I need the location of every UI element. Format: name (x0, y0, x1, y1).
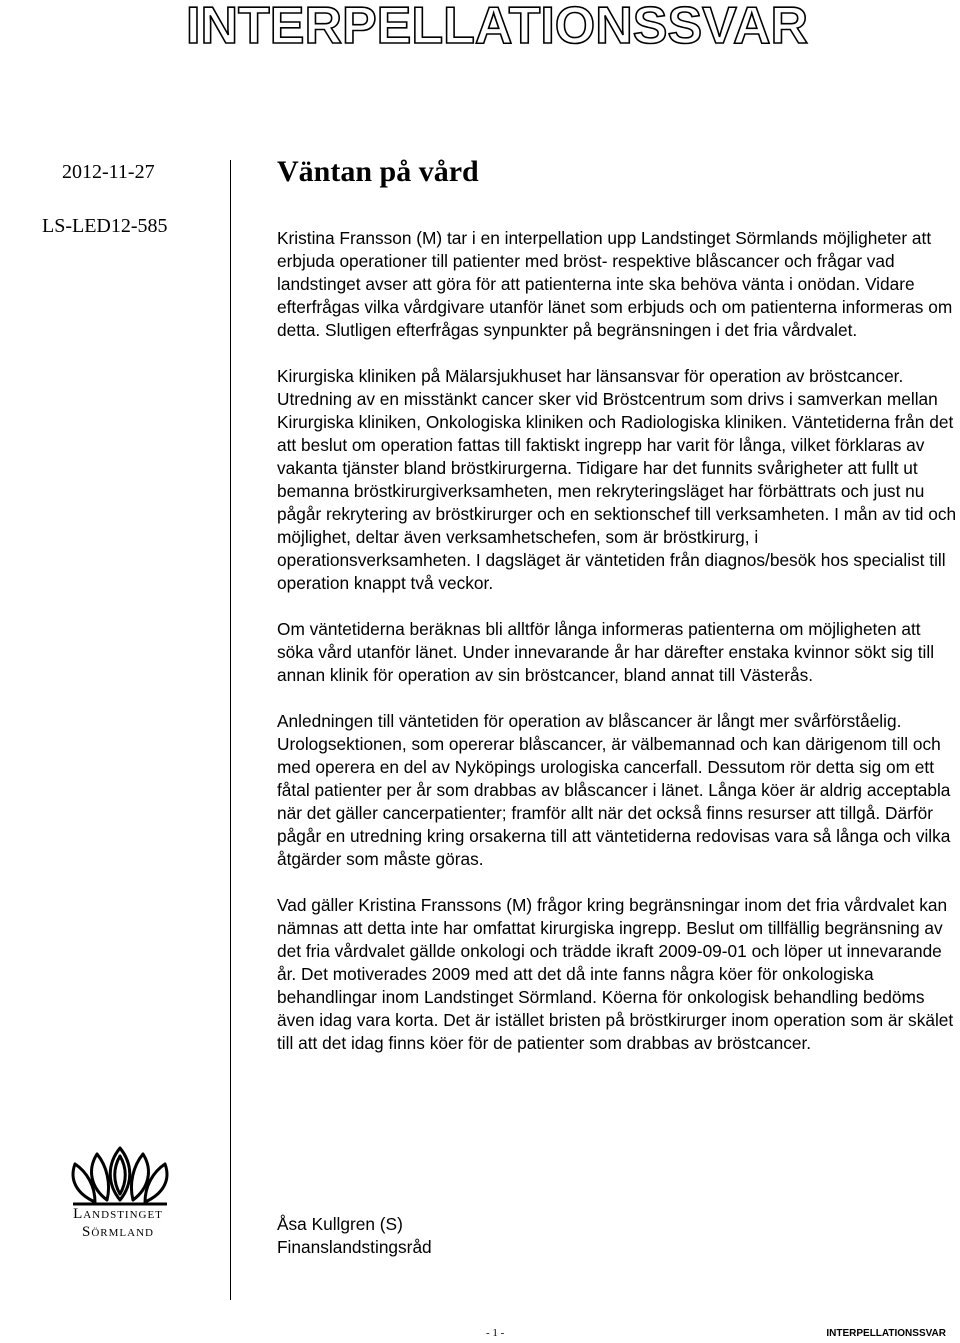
paragraph: Om väntetiderna beräknas bli alltför långa informeras patienterna om möjligheten att söka vård utanför länet. Under innevarande år har därefter enstaka kvinnor sökt sig till annan klinik för operation av sin bröstcancer, bland annat till Västerås. (277, 619, 935, 685)
vertical-divider (230, 160, 231, 1300)
document-reference: LS-LED12-585 (42, 215, 168, 237)
paragraph: Kirurgiska kliniken på Mälarsjukhuset har länsansvar för operation av bröstcancer. Utredning av en misstänkt cancer sker vid Bröstcentrum som drivs i samverkan mellan Kirurgiska kliniken, Onkologiska kliniken och Radiologiska kliniken. Väntetiderna från det att beslut om operation fattas till faktiskt ingrepp har varit för långa, vilket förklaras av vakanta tjänster bland bröstkirurgerna. Tidigare har det funnits svårigheter att fullt ut bemanna bröstkirurgiverksamheten, men rekryteringsläget har förbättrats och just nu pågår rekrytering av bröstkirurger och en sektionschef till verksamheten. I mån av tid och möjlighet, deltar även verksamhetschefen, som är bröstkirurg, i operationsverksamheten. I dagsläget är väntetiden från diagnos/besök hos specialist till operation knappt två veckor. (277, 366, 957, 593)
header-banner: INTERPELLATIONSSVAR (186, 0, 809, 55)
signature-role: Finanslandstingsråd (277, 1237, 432, 1257)
signature-block (277, 1213, 432, 1259)
paragraph: Anledningen till väntetiden för operation av blåscancer är långt mer svårförståelig. Urologsektionen, som opererar blåscancer, är välbemannad och kan därigenom till och med operera en del av Nyköpings urologiska cancerfall. Dessutom rör detta sig om ett fåtal patienter per år som drabbas av blåscancer i länet. Långa köer är aldrig acceptabla när det gäller cancerpatienter; framför allt när det också finns resurser att tillgå. Därför pågår en utredning kring orsakerna till att väntetiderna redovisas vara så långa och vilka åtgärder som måste göras. (277, 711, 951, 869)
logo-line-2: Sörmland (82, 1224, 154, 1240)
document-date: 2012-11-27 (62, 161, 155, 183)
logo-line-1: Landstinget (73, 1206, 163, 1222)
footer-label: INTERPELLATIONSSVAR (826, 1328, 946, 1339)
signature-name: Åsa Kullgren (S) (277, 1214, 403, 1234)
lotus-crown-icon (55, 1140, 185, 1210)
logo-wordmark (48, 1205, 188, 1241)
paragraph: Kristina Fransson (M) tar i en interpellation upp Landstinget Sörmlands möjligheter att erbjuda operationer till patienter med bröst- respektive blåscancer och frågar vad landstinget avser att göra för att patienterna inte ska behöva vänta i onödan. Vidare efterfrågas vilka vårdgivare utanför länet som erbjuds och om patienterna informeras om detta. Slutligen efterfrågas synpunkter på begränsningen i det fria vårdvalet. (277, 228, 953, 340)
document-body (277, 227, 957, 1055)
page-number: - 1 - (486, 1327, 505, 1339)
document-title: Väntan på vård (277, 155, 479, 188)
paragraph: Vad gäller Kristina Franssons (M) frågor kring begränsningar inom det fria vårdvalet kan nämnas att detta inte har omfattat kirurgiska ingrepp. Beslut om tillfällig begränsning av det fria vårdvalet gällde onkologi och trädde ikraft 2009-09-01 och löper ut innevarande år. Det motiverades 2009 med att det då inte fanns några köer för onkologiska behandlingar inom Landstinget Sörmland. Köerna för onkologisk behandling bedöms även idag vara korta. Det är istället bristen på bröstkirurger inom operation som är skälet till att det idag finns köer för de patienter som drabbas av bröstcancer. (277, 895, 954, 1053)
